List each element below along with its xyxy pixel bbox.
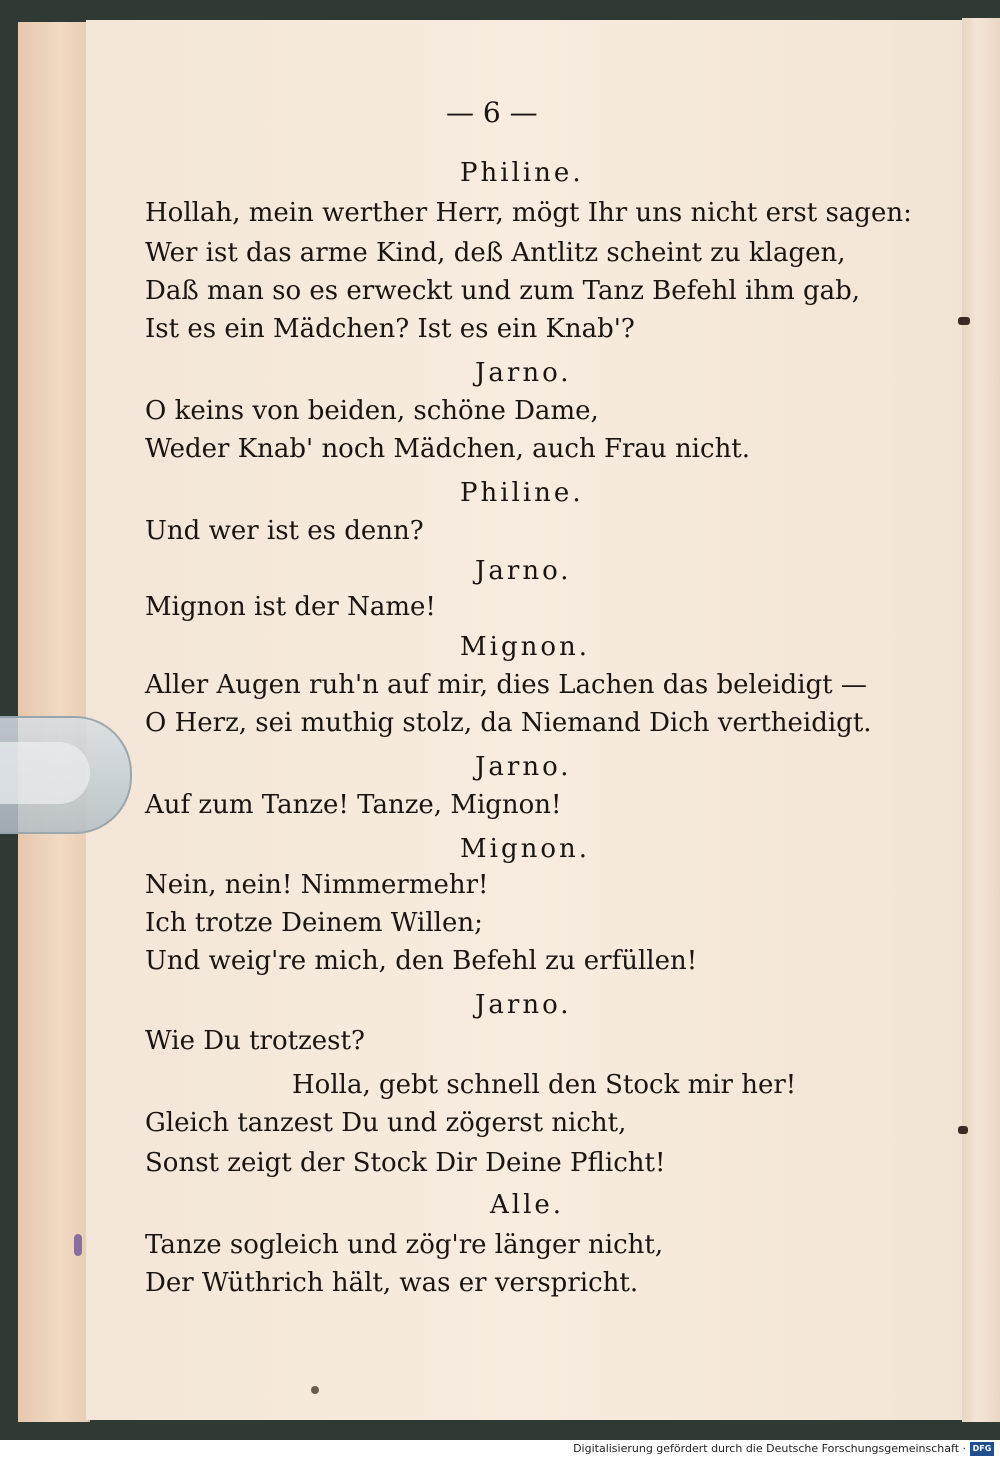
verse-line: Weder Knab' noch Mädchen, auch Frau nicht. [145,434,751,464]
binding-mark [958,1126,968,1134]
speaker-jarno: Jarno. [475,990,572,1020]
verse-line: Wie Du trotzest? [145,1026,365,1056]
speaker-philine: Philine. [460,478,584,508]
verse-line: Nein, nein! Nimmermehr! [145,870,489,900]
verse-line: Und wer ist es denn? [145,516,424,546]
speaker-jarno: Jarno. [475,358,572,388]
speaker-mignon: Mignon. [460,632,590,662]
verse-line: Tanze sogleich und zög're länger nicht, [145,1230,664,1260]
page-number: — 6 — [446,96,538,129]
speaker-philine: Philine. [460,158,584,188]
verse-line: Aller Augen ruh'n auf mir, dies Lachen das beleidigt — [145,670,867,700]
verse-line: O Herz, sei muthig stolz, da Niemand Dich vertheidigt. [145,708,872,738]
verse-line: Sonst zeigt der Stock Dir Deine Pflicht! [145,1148,666,1178]
verse-line: Ich trotze Deinem Willen; [145,908,483,938]
footer-credit: Digitalisierung gefördert durch die Deutsche Forschungsgemeinschaft · [573,1442,966,1455]
verse-line: Daß man so es erweckt und zum Tanz Befehl ihm gab, [145,276,861,306]
verse-line: Ist es ein Mädchen? Ist es ein Knab'? [145,314,635,344]
verse-line: Und weig're mich, den Befehl zu erfüllen! [145,946,698,976]
ink-speck [311,1386,319,1394]
dfg-logo: DFG [970,1442,994,1456]
verse-line: Hollah, mein werther Herr, mögt Ihr uns nicht erst sagen: [145,198,912,228]
speaker-jarno: Jarno. [475,752,572,782]
verse-line: Mignon ist der Name! [145,592,436,622]
page-clip [0,716,132,834]
speaker-alle: Alle. [490,1190,565,1220]
right-page-edge [962,18,1000,1422]
verse-line: Der Wüthrich hält, was er verspricht. [145,1268,639,1298]
speaker-jarno: Jarno. [475,556,572,586]
footer-bar [0,1440,1000,1459]
speaker-mignon: Mignon. [460,834,590,864]
verse-line: Gleich tanzest Du und zögerst nicht, [145,1108,627,1138]
binding-mark [958,317,970,325]
verse-line: Wer ist das arme Kind, deß Antlitz scheint zu klagen, [145,238,846,268]
verse-line: O keins von beiden, schöne Dame, [145,396,599,426]
verse-line: Holla, gebt schnell den Stock mir her! [292,1070,797,1100]
stain-mark [74,1234,82,1256]
verse-line: Auf zum Tanze! Tanze, Mignon! [145,790,562,820]
